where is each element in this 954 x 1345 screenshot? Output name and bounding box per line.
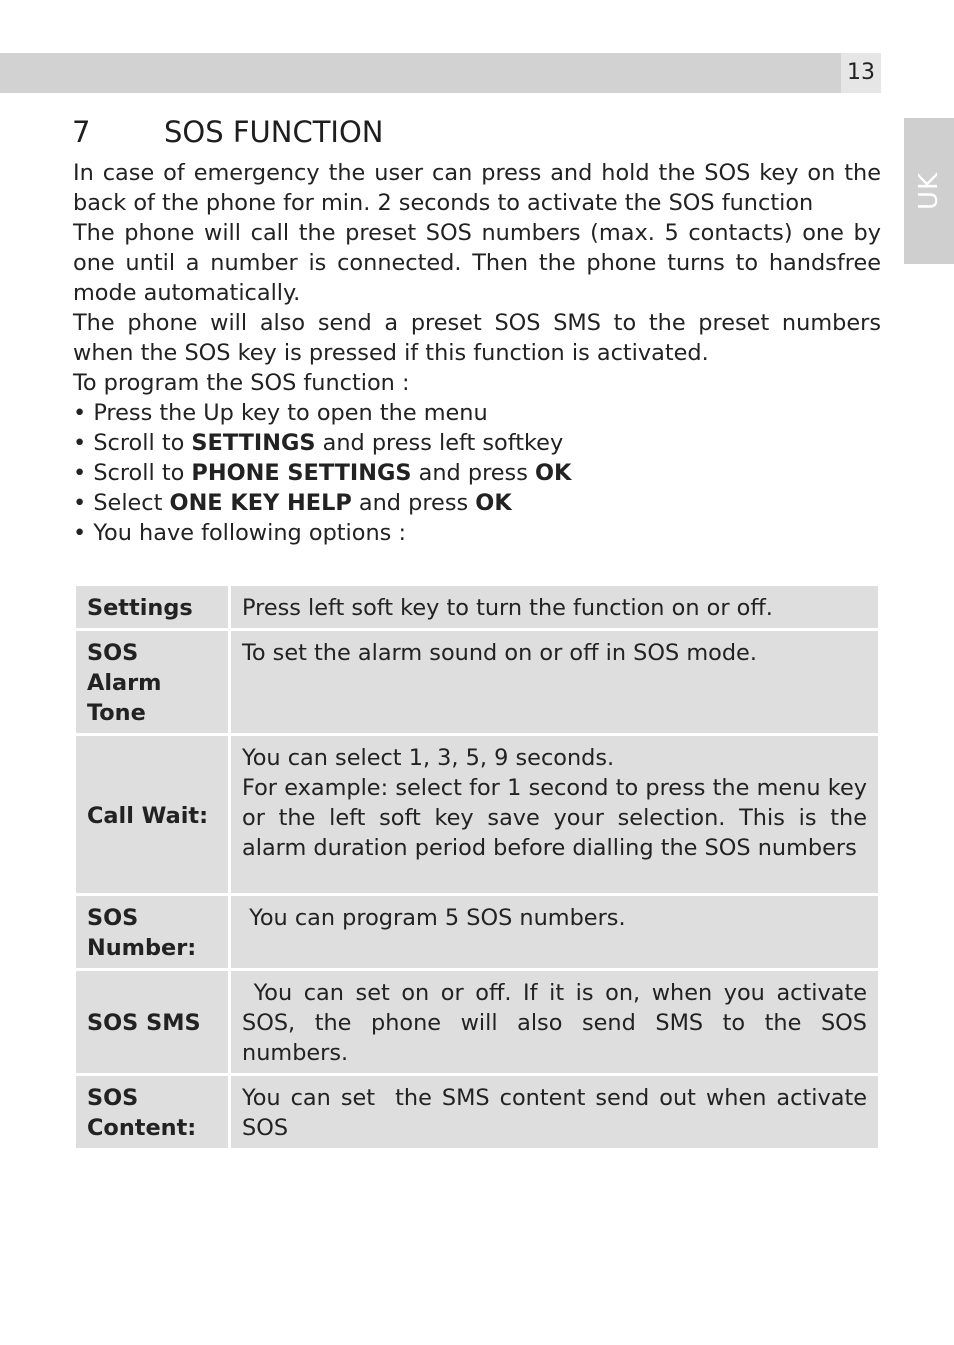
- option-desc: You can set on or off. If it is on, when you activate SOS, the phone will also send SMS to the SOS numbers.: [231, 971, 878, 1073]
- step-bold: SETTINGS: [191, 430, 316, 456]
- paragraph: The phone will call the preset SOS numbers (max. 5 contacts) one by one until a number is connected. Then the phone turns to handsfree mode automatically.: [73, 220, 881, 306]
- table-row: [76, 631, 878, 733]
- table-row: [76, 586, 878, 628]
- step-bold: OK: [475, 490, 512, 516]
- step-bold: PHONE SETTINGS: [191, 460, 412, 486]
- paragraph: To program the SOS function :: [73, 370, 410, 396]
- option-desc-line: You can select 1, 3, 5, 9 seconds.: [242, 745, 615, 771]
- option-desc: You can set the SMS content send out when activate SOS: [231, 1076, 878, 1148]
- step-bold: ONE KEY HELP: [169, 490, 352, 516]
- header-bar: [0, 53, 841, 93]
- language-tab-label: UK: [914, 171, 944, 211]
- list-item: [73, 488, 881, 518]
- step-text: • Scroll to: [73, 430, 192, 456]
- step-text: and press: [411, 460, 536, 486]
- step-bold: OK: [535, 460, 572, 486]
- options-table: [73, 583, 881, 1151]
- step-text: • Scroll to: [73, 460, 192, 486]
- option-desc-line: For example: select for 1 second to press the menu key or the left soft key save your selection. This is the alarm duration period before dialling the SOS numbers: [242, 775, 867, 861]
- section-number: 7: [72, 115, 91, 149]
- table-row: [76, 896, 878, 968]
- option-desc: [231, 736, 878, 893]
- list-item: [73, 398, 881, 428]
- option-key: SOS SMS: [76, 971, 228, 1073]
- option-key: SOS Content:: [76, 1076, 228, 1148]
- step-text: and press left softkey: [315, 430, 564, 456]
- table-row: [76, 736, 878, 893]
- option-key: Settings: [76, 586, 228, 628]
- option-desc: You can program 5 SOS numbers.: [231, 896, 878, 968]
- list-item: [73, 458, 881, 488]
- body-text: [73, 158, 881, 548]
- step-text: and press: [351, 490, 476, 516]
- section-heading: [72, 112, 384, 152]
- language-tab: [904, 118, 954, 264]
- list-item: [73, 518, 881, 548]
- option-desc: Press left soft key to turn the function on or off.: [231, 586, 878, 628]
- table-row: [76, 971, 878, 1073]
- option-key: Call Wait:: [76, 736, 228, 893]
- step-text: • You have following options :: [73, 520, 406, 546]
- option-key: SOS Number:: [76, 896, 228, 968]
- table-row: [76, 1076, 878, 1148]
- section-title: SOS FUNCTION: [164, 115, 384, 149]
- paragraph: In case of emergency the user can press and hold the SOS key on the back of the phone for min. 2 seconds to activate the SOS function: [73, 160, 881, 216]
- option-desc: To set the alarm sound on or off in SOS mode.: [231, 631, 878, 733]
- option-key: SOS Alarm Tone: [76, 631, 228, 733]
- step-text: • Press the Up key to open the menu: [73, 400, 488, 426]
- steps-list: [73, 398, 881, 548]
- list-item: [73, 428, 881, 458]
- step-text: • Select: [73, 490, 170, 516]
- page-number: 13: [841, 53, 881, 93]
- paragraph: The phone will also send a preset SOS SMS to the preset numbers when the SOS key is pressed if this function is activated.: [73, 310, 881, 366]
